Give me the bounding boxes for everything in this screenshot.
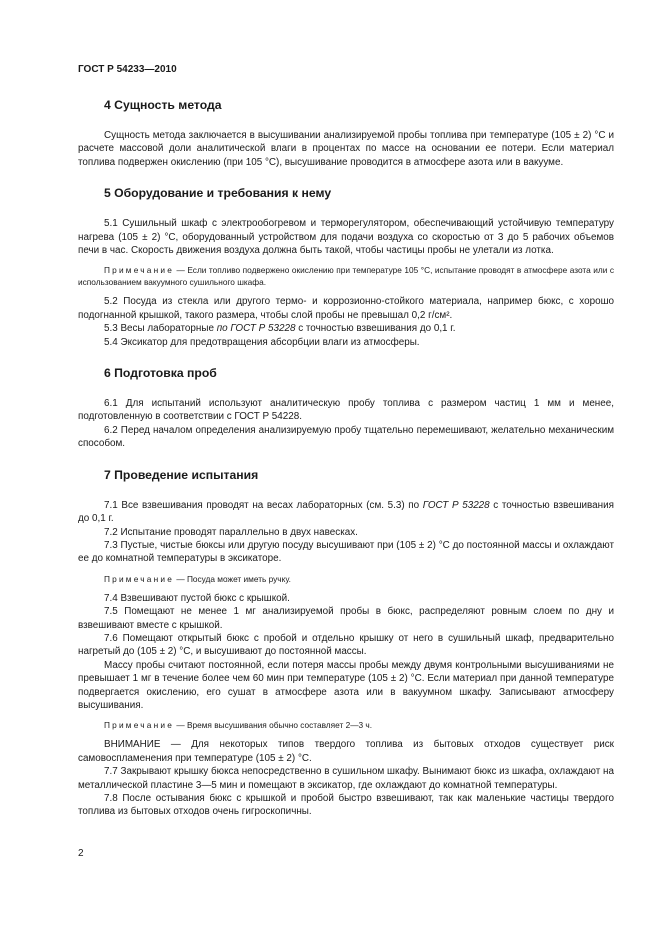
section-4-title: 4 Сущность метода xyxy=(104,98,222,112)
section-5-title: 5 Оборудование и требования к нему xyxy=(104,186,332,201)
note-5 xyxy=(78,264,614,288)
clause-7-5: 7.5 Помещают не менее 1 мг анализируемой пробы в бюкс, распределяют ровным слоем по дну и взвешивают вместе с крышкой. xyxy=(78,606,614,631)
clause-6-1: 6.1 Для испытаний используют аналитическую пробу топлива с размером частиц 1 мм и менее, подготовленную в соответствии с ГОСТ Р 54228. xyxy=(78,398,614,423)
standard-reference: по ГОСТ Р 53228 xyxy=(216,323,296,335)
note-7-3 xyxy=(78,573,614,585)
clause-5-2: 5.2 Посуда из стекла или другого термо- и коррозионно-стойкого материала, например бюкс, с хорошо подогнанной крышкой, такого размера, чтобы слой пробы не превышал 0,2 г/см². xyxy=(78,296,614,321)
clause-7-7: 7.7 Закрывают крышку бюкса непосредственно в сушильном шкафу. Вынимают бюкс из шкафа, охлаждают на металлической пластине 3—5 мин и помещают в эксикатор, где охлаждают до комнатной температуры. xyxy=(78,766,614,791)
clause-6-2: 6.2 Перед началом определения анализируемую пробу тщательно перемешивают, желательно механическим способом. xyxy=(78,424,614,450)
page-number: 2 xyxy=(78,848,84,859)
clause-7-6: 7.6 Помещают открытый бюкс с пробой и отдельно крышку от него в сушильный шкаф, предварительно нагретый до (105 ± 2) °С, и высушивают до постоянной массы. xyxy=(78,632,614,658)
document-header: ГОСТ Р 54233—2010 xyxy=(78,64,177,75)
note-label: Примечание xyxy=(104,265,175,276)
document-body xyxy=(78,98,614,819)
section-4-paragraph: Сущность метода заключается в высушивании анализируемой пробы топлива при температуре (105 ± 2) °С и расчете массовой доли аналитической влаги в процентах по массе на основании ее потери. Если материал топлива подвержен окислению (при 105 °С), высушивание проводится в атмосфере азота или в вакууме. xyxy=(78,130,614,168)
note-text: — Время высушивания обычно составляет 2—3 ч. xyxy=(174,720,373,731)
note-label: Примечание xyxy=(104,720,175,731)
clause-7-3: 7.3 Пустые, чистые бюксы или другую посуду высушивают при (105 ± 2) °С до постоянной массы и охлаждают ее до комнатной температуры в эксикаторе. xyxy=(78,539,614,565)
clause-7-4: 7.4 Взвешивают пустой бюкс с крышкой. xyxy=(104,592,290,604)
note-text: — Если топливо подвержено окислению при температуре 105 °С, испытание проводят в атмосфере азота или с использованием вакуумного сушильного шкафа. xyxy=(78,265,614,288)
note-text: — Посуда может иметь ручку. xyxy=(174,573,291,584)
clause-5-1: 5.1 Сушильный шкаф с электрообогревом и терморегулятором, обеспечивающий устойчивую температуру нагрева (105 ± 2) °С, оборудованный устройством для подачи воздуха со скоростью от 3 до 5 рабочих объемов печи в час. Скорость движения воздуха должна быть такой, чтобы частицы пробы не улетали из лотка. xyxy=(78,218,614,257)
section-7-title: 7 Проведение испытания xyxy=(104,467,259,482)
clause-7-2: 7.2 Испытание проводят параллельно в двух навесках. xyxy=(104,526,358,538)
clause-5-3: 5.3 Весы лабораторные по ГОСТ Р 53228 с точностью взвешивания до 0,1 г. xyxy=(104,323,456,335)
note-label: Примечание xyxy=(104,573,175,584)
section-6-title: 6 Подготовка проб xyxy=(104,366,217,381)
clause-5-4: 5.4 Эксикатор для предотвращения абсорбции влаги из атмосферы. xyxy=(104,336,420,348)
note-7-6 xyxy=(78,719,614,731)
constant-mass-paragraph: Массу пробы считают постоянной, если потеря массы пробы между двумя контрольными высушиваниями не превышает 1 мг в течение более чем 60 мин при температуре (105 ± 2) °С. Если материал при данной температуре подвергается окислению, его сушат в атмосфере азота или в вакуумном шкафу. Записывают атмосферу высушивания. xyxy=(78,659,614,711)
standard-reference: ГОСТ Р 53228 xyxy=(422,499,490,511)
warning-paragraph: ВНИМАНИЕ — Для некоторых типов твердого топлива из бытовых отходов существует риск самовоспламенения при температуре (105 ± 2) °С. xyxy=(78,739,614,764)
clause-7-1: 7.1 Все взвешивания проводят на весах лабораторных (см. 5.3) по ГОСТ Р 53228 с точностью взвешивания до 0,1 г. xyxy=(78,499,614,525)
clause-7-8: 7.8 После остывания бюкс с крышкой и пробой быстро взвешивают, так как маленькие частицы твердого топлива из бытовых отходов очень гигроскопичны. xyxy=(78,793,614,818)
